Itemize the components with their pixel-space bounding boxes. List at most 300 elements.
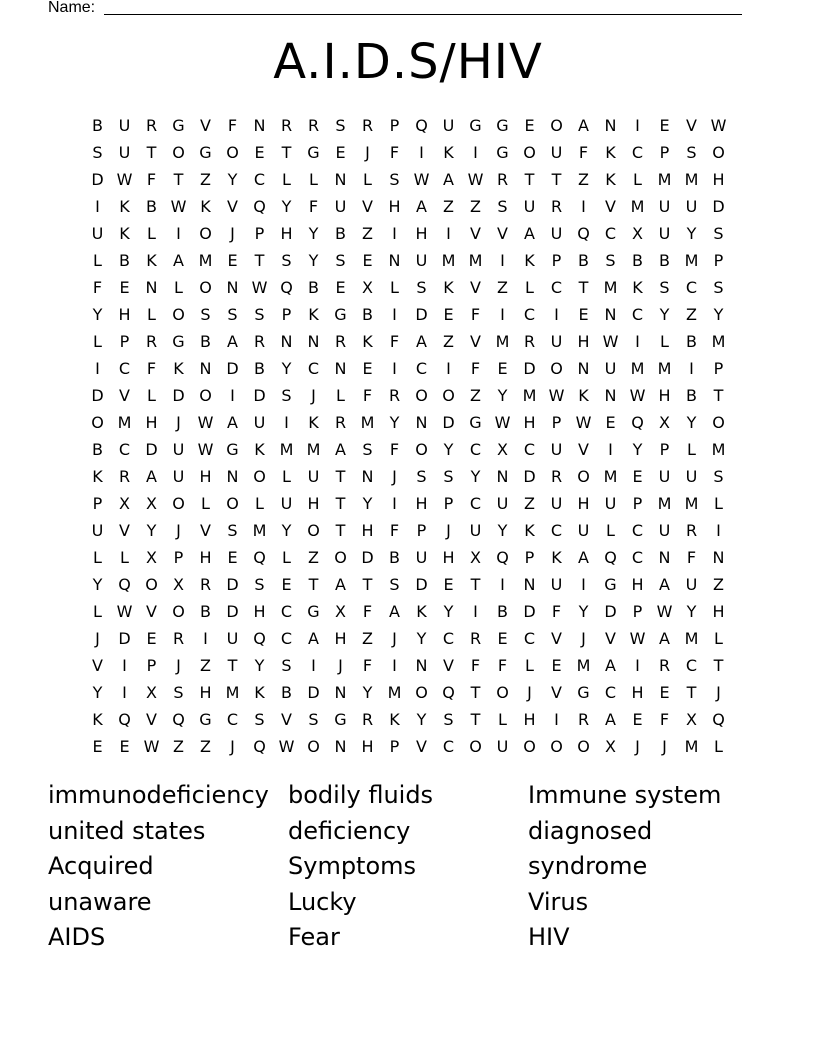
name-label: Name: [48,0,96,16]
grid-letter: H [334,629,347,648]
grid-letter: C [685,278,698,297]
name-underline [104,14,742,15]
grid-letter: L [525,278,534,297]
grid-letter: N [199,359,212,378]
grid-letter: K [362,332,373,351]
grid-letter: U [550,575,563,594]
grid-letter: B [686,332,697,351]
grid-letter: D [145,440,158,459]
grid-letter: I [473,143,478,162]
grid-letter: L [390,278,399,297]
grid-letter: P [659,440,670,459]
grid-letter: X [119,494,130,513]
grid-letter: W [251,278,268,297]
grid-letter: B [254,359,265,378]
grid-letter: B [335,224,346,243]
grid-letter: A [416,332,427,351]
grid-letter: Y [308,224,319,243]
grid-letter: L [255,494,264,513]
grid-letter: H [253,602,266,621]
grid-letter: F [146,359,157,378]
grid-letter: S [335,251,346,270]
grid-letter: H [388,197,401,216]
grid-letter: I [635,116,640,135]
grid-letter: A [578,116,589,135]
grid-letter: C [523,440,536,459]
grid-letter: L [714,494,723,513]
grid-letter: F [362,602,373,621]
grid-letter: U [685,197,698,216]
grid-letter: U [307,467,320,486]
grid-letter: M [657,170,672,189]
grid-letter: X [146,683,157,702]
grid-letter: F [389,143,400,162]
grid-letter: N [712,548,725,567]
grid-letter: C [442,629,455,648]
grid-letter: T [578,278,589,297]
grid-letter: E [362,251,373,270]
grid-letter: B [281,683,292,702]
grid-letter: Y [416,629,427,648]
grid-letter: Y [92,575,103,594]
grid-letter: J [662,737,667,756]
grid-letter: P [146,656,157,675]
grid-letter: S [281,251,292,270]
grid-letter: D [604,602,617,621]
grid-letter: J [581,629,586,648]
grid-letter: O [577,467,590,486]
grid-letter: Y [659,305,670,324]
grid-letter: L [498,710,507,729]
grid-letter: V [119,386,130,405]
grid-letter: S [281,386,292,405]
grid-letter: P [254,224,265,243]
grid-letter: U [685,575,698,594]
grid-letter: Q [577,224,590,243]
grid-letter: U [550,332,563,351]
grid-letter: Z [362,224,373,243]
grid-letter: W [197,413,214,432]
word-list-item: AIDS [48,923,106,951]
grid-letter: B [308,278,319,297]
grid-letter: S [686,143,697,162]
grid-letter: T [335,494,346,513]
grid-letter: U [415,251,428,270]
grid-letter: F [362,386,373,405]
grid-letter: B [200,332,211,351]
grid-letter: E [227,251,238,270]
grid-letter: S [308,710,319,729]
grid-letter: F [389,440,400,459]
grid-letter: V [578,440,589,459]
grid-letter: E [659,116,670,135]
grid-letter: E [362,359,373,378]
grid-letter: A [578,548,589,567]
grid-letter: G [604,575,617,594]
grid-letter: T [146,143,157,162]
grid-letter: T [713,386,724,405]
grid-letter: E [524,116,535,135]
grid-letter: O [199,278,212,297]
grid-letter: Y [227,170,238,189]
grid-letter: Y [497,386,508,405]
grid-letter: V [443,656,454,675]
grid-letter: D [226,359,239,378]
grid-letter: I [392,305,397,324]
grid-letter: I [392,656,397,675]
name-field [48,0,742,18]
grid-letter: N [523,575,536,594]
grid-letter: C [604,683,617,702]
grid-letter: Y [686,224,697,243]
grid-letter: P [713,251,724,270]
grid-letter: D [118,629,131,648]
grid-letter: P [119,332,130,351]
grid-letter: E [281,575,292,594]
grid-letter: J [176,521,181,540]
grid-letter: Y [416,710,427,729]
grid-letter: A [659,575,670,594]
grid-letter: E [92,737,103,756]
grid-letter: L [282,170,291,189]
grid-letter: O [523,737,536,756]
grid-letter: U [550,224,563,243]
grid-letter: C [307,359,320,378]
grid-letter: Y [362,683,373,702]
word-list-item: united states [48,816,206,845]
grid-letter: D [226,575,239,594]
grid-letter: O [253,467,266,486]
grid-letter: F [92,278,103,297]
grid-letter: N [577,359,590,378]
grid-letter: Q [280,278,293,297]
grid-letter: X [146,494,157,513]
grid-letter: Y [443,440,454,459]
grid-letter: J [176,413,181,432]
grid-letter: F [227,116,238,135]
grid-letter: L [282,467,291,486]
grid-letter: Y [362,494,373,513]
grid-letter: I [95,197,100,216]
grid-letter: L [93,251,102,270]
word-list [48,778,768,956]
grid-letter: M [306,440,321,459]
grid-letter: M [225,683,240,702]
grid-letter: C [469,440,482,459]
grid-letter: V [470,278,481,297]
grid-letter: R [145,332,158,351]
grid-letter: B [92,116,103,135]
grid-letter: O [226,494,239,513]
grid-letter: Y [281,197,292,216]
grid-letter: N [415,656,428,675]
grid-letter: Y [470,467,481,486]
word-list-item: diagnosed [528,816,653,845]
grid-letter: E [119,278,130,297]
grid-letter: A [416,197,427,216]
grid-letter: F [497,656,508,675]
grid-letter: Z [524,494,535,513]
grid-letter: Y [389,413,400,432]
grid-letter: Q [253,629,266,648]
grid-letter: M [360,413,375,432]
grid-letter: V [362,197,373,216]
grid-letter: F [686,548,697,567]
grid-letter: R [145,116,158,135]
grid-letter: P [173,548,184,567]
grid-letter: Q [118,710,131,729]
grid-letter: O [469,737,482,756]
grid-letter: Y [92,683,103,702]
grid-letter: I [500,305,505,324]
grid-letter: A [659,629,670,648]
grid-letter: X [335,602,346,621]
grid-letter: J [176,656,181,675]
grid-letter: U [550,440,563,459]
grid-letter: N [280,332,293,351]
grid-letter: E [443,305,454,324]
grid-letter: B [362,305,373,324]
grid-letter: H [712,602,725,621]
grid-letter: H [361,521,374,540]
grid-letter: K [551,548,562,567]
grid-letter: Z [308,548,319,567]
grid-letter: D [523,467,536,486]
grid-letter: L [282,548,291,567]
grid-letter: H [199,548,212,567]
grid-letter: X [470,548,481,567]
grid-letter: V [470,332,481,351]
grid-letter: M [657,494,672,513]
grid-letter: M [468,251,483,270]
grid-letter: P [281,305,292,324]
grid-letter: L [93,602,102,621]
grid-letter: S [497,197,508,216]
grid-letter: I [392,359,397,378]
grid-letter: K [578,386,589,405]
grid-letter: H [523,710,536,729]
grid-letter: Q [253,737,266,756]
grid-letter: A [335,440,346,459]
grid-letter: T [308,575,319,594]
grid-letter: O [172,602,185,621]
grid-letter: N [604,116,617,135]
grid-letter: T [254,251,265,270]
grid-letter: J [446,521,451,540]
grid-letter: P [632,494,643,513]
grid-letter: U [658,467,671,486]
grid-letter: S [443,467,454,486]
grid-letter: L [201,494,210,513]
grid-letter: E [551,656,562,675]
grid-letter: D [712,197,725,216]
grid-letter: O [577,737,590,756]
grid-letter: H [577,332,590,351]
grid-letter: I [554,710,559,729]
grid-letter: V [605,197,616,216]
grid-letter: U [415,548,428,567]
grid-letter: V [200,116,211,135]
grid-letter: O [307,521,320,540]
grid-letter: S [659,278,670,297]
grid-letter: N [334,170,347,189]
grid-letter: Q [442,683,455,702]
grid-letter: U [226,629,239,648]
grid-letter: E [254,143,265,162]
grid-letter: F [389,521,400,540]
grid-letter: P [389,116,400,135]
grid-letter: K [443,143,454,162]
word-list-item: Virus [528,887,589,916]
grid-letter: N [604,386,617,405]
grid-letter: W [710,116,727,135]
grid-letter: Q [712,710,725,729]
grid-letter: R [118,467,131,486]
grid-letter: D [172,386,185,405]
grid-letter: H [577,494,590,513]
grid-letter: I [419,143,424,162]
grid-letter: L [633,170,642,189]
grid-letter: R [388,386,401,405]
grid-letter: I [500,251,505,270]
grid-letter: J [365,143,370,162]
grid-letter: Q [631,413,644,432]
grid-letter: J [527,683,532,702]
grid-letter: S [416,278,427,297]
grid-letter: E [227,548,238,567]
grid-letter: S [389,575,400,594]
grid-letter: L [93,548,102,567]
grid-letter: B [389,548,400,567]
grid-letter: S [254,575,265,594]
grid-letter: C [631,305,644,324]
grid-letter: P [551,413,562,432]
grid-letter: M [576,656,591,675]
grid-letter: Y [632,440,643,459]
grid-letter: U [496,737,509,756]
grid-letter: D [253,386,266,405]
grid-letter: N [361,467,374,486]
grid-letter: L [660,332,669,351]
grid-letter: U [658,197,671,216]
grid-letter: X [497,440,508,459]
grid-letter: U [469,521,482,540]
grid-letter: U [496,494,509,513]
grid-letter: E [632,710,643,729]
grid-letter: M [684,170,699,189]
grid-letter: L [714,629,723,648]
grid-letter: F [470,305,481,324]
grid-letter: K [92,467,103,486]
grid-letter: X [173,575,184,594]
grid-letter: B [92,440,103,459]
grid-letter: A [227,413,238,432]
grid-letter: S [443,710,454,729]
grid-letter: U [91,521,104,540]
grid-letter: K [119,224,130,243]
grid-letter: V [497,224,508,243]
grid-letter: O [226,143,239,162]
grid-letter: R [550,467,563,486]
grid-letter: Q [253,197,266,216]
grid-letter: B [659,251,670,270]
grid-letter: M [279,440,294,459]
grid-letter: J [635,737,640,756]
grid-letter: O [172,305,185,324]
grid-letter: D [415,575,428,594]
grid-letter: I [581,575,586,594]
grid-letter: R [334,413,347,432]
grid-letter: M [441,251,456,270]
grid-letter: N [388,251,401,270]
grid-letter: N [415,413,428,432]
grid-letter: I [392,494,397,513]
grid-letter: Z [173,737,184,756]
grid-letter: M [657,359,672,378]
grid-letter: R [334,332,347,351]
grid-letter: H [415,494,428,513]
grid-letter: D [91,386,104,405]
grid-letter: Q [253,548,266,567]
grid-letter: Y [686,413,697,432]
grid-letter: Q [496,548,509,567]
grid-letter: E [335,278,346,297]
grid-letter: H [199,467,212,486]
grid-letter: I [446,359,451,378]
grid-letter: U [91,224,104,243]
grid-letter: D [523,602,536,621]
grid-letter: B [632,251,643,270]
grid-letter: P [524,548,535,567]
grid-letter: B [686,386,697,405]
grid-letter: J [716,683,721,702]
grid-letter: C [523,305,536,324]
grid-letter: C [226,710,239,729]
grid-letter: M [603,278,618,297]
word-list-item: deficiency [288,816,411,845]
grid-letter: H [118,305,131,324]
grid-letter: L [309,170,318,189]
grid-letter: I [122,656,127,675]
grid-letter: D [226,602,239,621]
grid-letter: V [551,683,562,702]
grid-letter: O [334,548,347,567]
grid-letter: L [147,386,156,405]
grid-letter: U [658,521,671,540]
grid-letter: M [630,359,645,378]
grid-letter: K [254,440,265,459]
grid-letter: Q [172,710,185,729]
grid-letter: W [170,197,187,216]
grid-letter: C [550,521,563,540]
grid-letter: H [523,413,536,432]
grid-letter: O [550,359,563,378]
grid-letter: E [119,737,130,756]
grid-letter: M [711,332,726,351]
grid-letter: F [470,359,481,378]
grid-letter: D [361,548,374,567]
grid-letter: R [523,332,536,351]
grid-letter: J [230,224,235,243]
grid-letter: D [442,413,455,432]
grid-letter: K [254,683,265,702]
grid-letter: U [442,116,455,135]
grid-letter: B [497,602,508,621]
grid-letter: M [522,386,537,405]
grid-letter: S [713,467,724,486]
grid-letter: V [92,656,103,675]
word-list-item: unaware [48,887,152,916]
